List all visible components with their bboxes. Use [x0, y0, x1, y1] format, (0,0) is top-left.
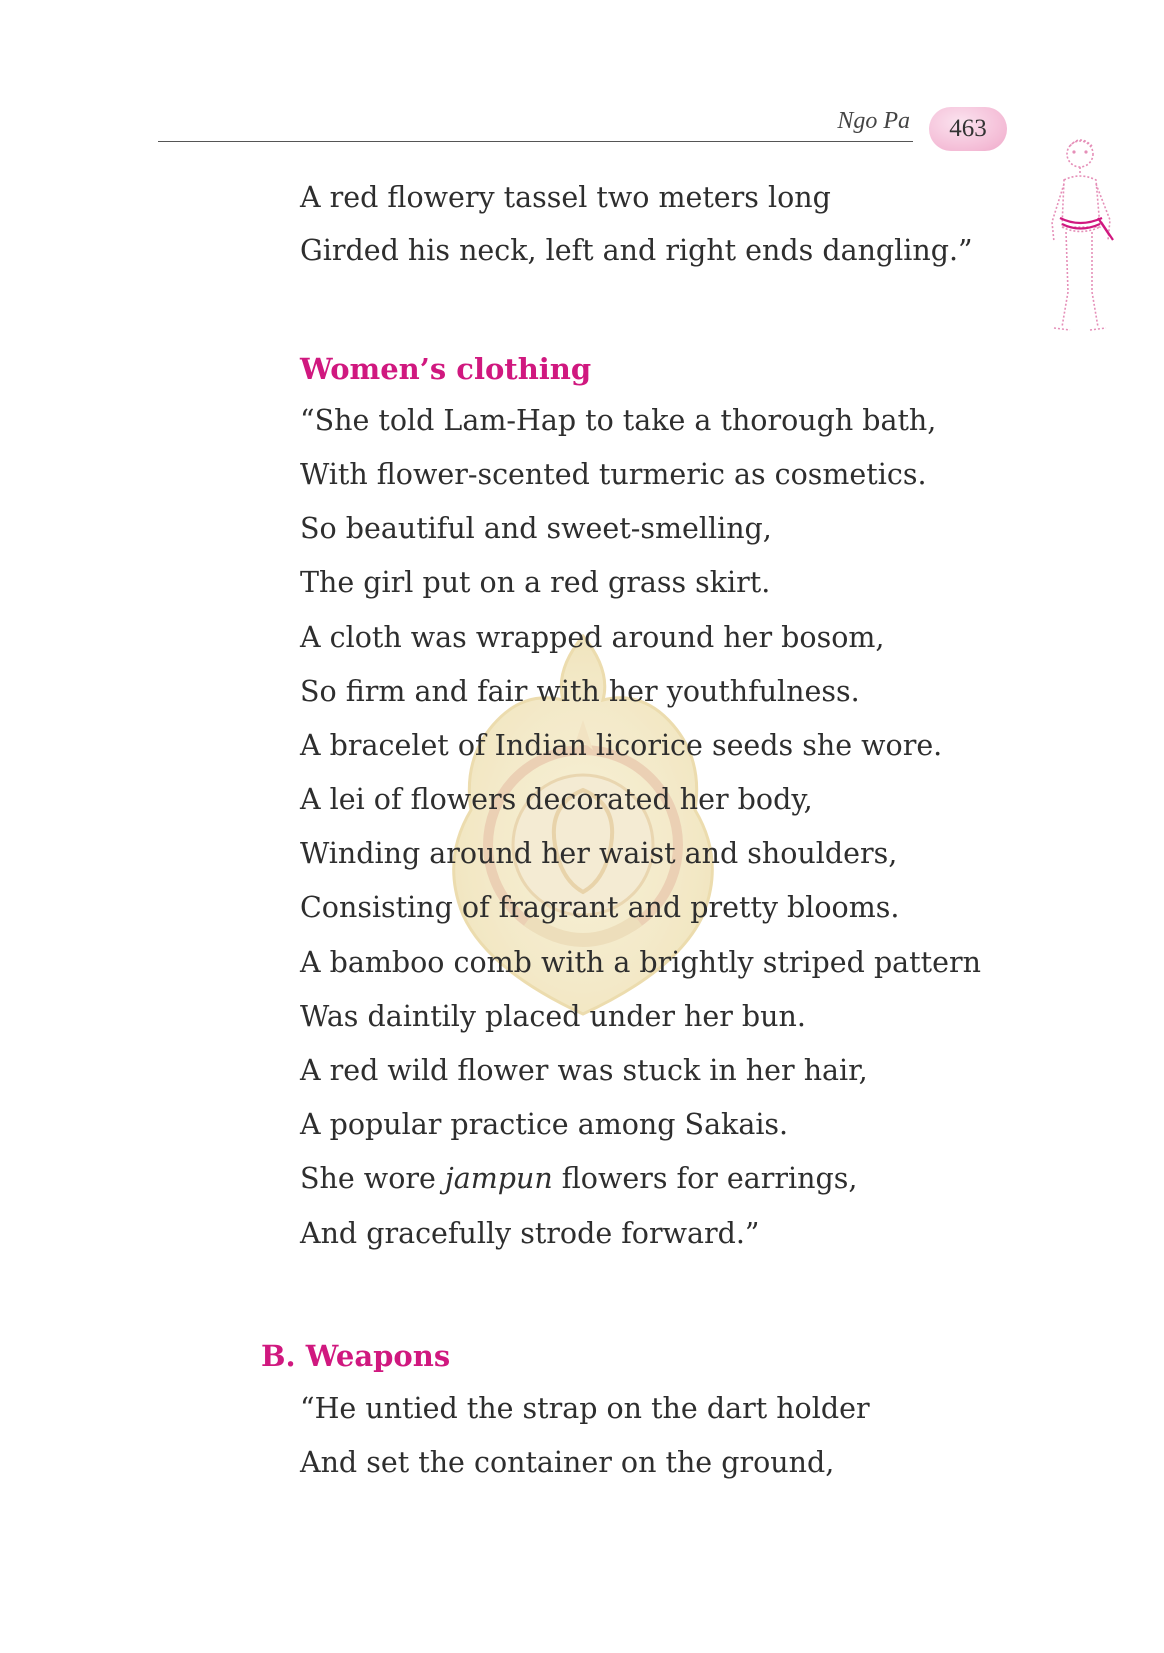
verse-line: The girl put on a red grass skirt. [300, 566, 771, 599]
page-number: 463 [949, 115, 987, 142]
verse-line: So firm and fair with her youthfulness. [300, 675, 860, 708]
verse-line-earrings [300, 1162, 857, 1196]
verse-line: A red wild flower was stuck in her hair, [300, 1054, 868, 1087]
verse-line: Winding around her waist and shoulders, [300, 837, 898, 870]
verse-line: Consisting of fragrant and pretty blooms. [300, 891, 900, 924]
italic-term: jampun [444, 1162, 553, 1195]
margin-figure-illustration [1040, 132, 1122, 344]
verse-line: With flower-scented turmeric as cosmetics. [300, 458, 927, 491]
verse-text: She wore [300, 1162, 445, 1195]
verse-line: And gracefully strode forward.” [300, 1217, 760, 1250]
verse-line: A cloth was wrapped around her bosom, [300, 621, 885, 654]
verse-line: Girded his neck, left and right ends dangling.” [300, 234, 973, 267]
page-number-badge [929, 107, 1007, 151]
section-heading-weapons: B. Weapons [261, 1339, 451, 1373]
verse-line: A popular practice among Sakais. [300, 1108, 789, 1141]
section-heading-womens-clothing: Women’s clothing [300, 352, 592, 386]
verse-line: “She told Lam-Hap to take a thorough bath, [300, 404, 937, 437]
verse-line: So beautiful and sweet-smelling, [300, 512, 772, 545]
verse-line: A bracelet of Indian licorice seeds she wore. [300, 729, 943, 762]
verse-text: flowers for earrings, [552, 1162, 858, 1195]
verse-line: And set the container on the ground, [300, 1446, 835, 1479]
verse-line: A lei of flowers decorated her body, [300, 783, 813, 816]
header-rule [158, 141, 913, 142]
running-title: Ngo Pa [837, 108, 910, 134]
verse-line: Was daintily placed under her bun. [300, 1000, 806, 1033]
verse-line: “He untied the strap on the dart holder [300, 1392, 870, 1425]
verse-line: A bamboo comb with a brightly striped pattern [300, 946, 981, 979]
verse-line: A red flowery tassel two meters long [300, 181, 831, 214]
